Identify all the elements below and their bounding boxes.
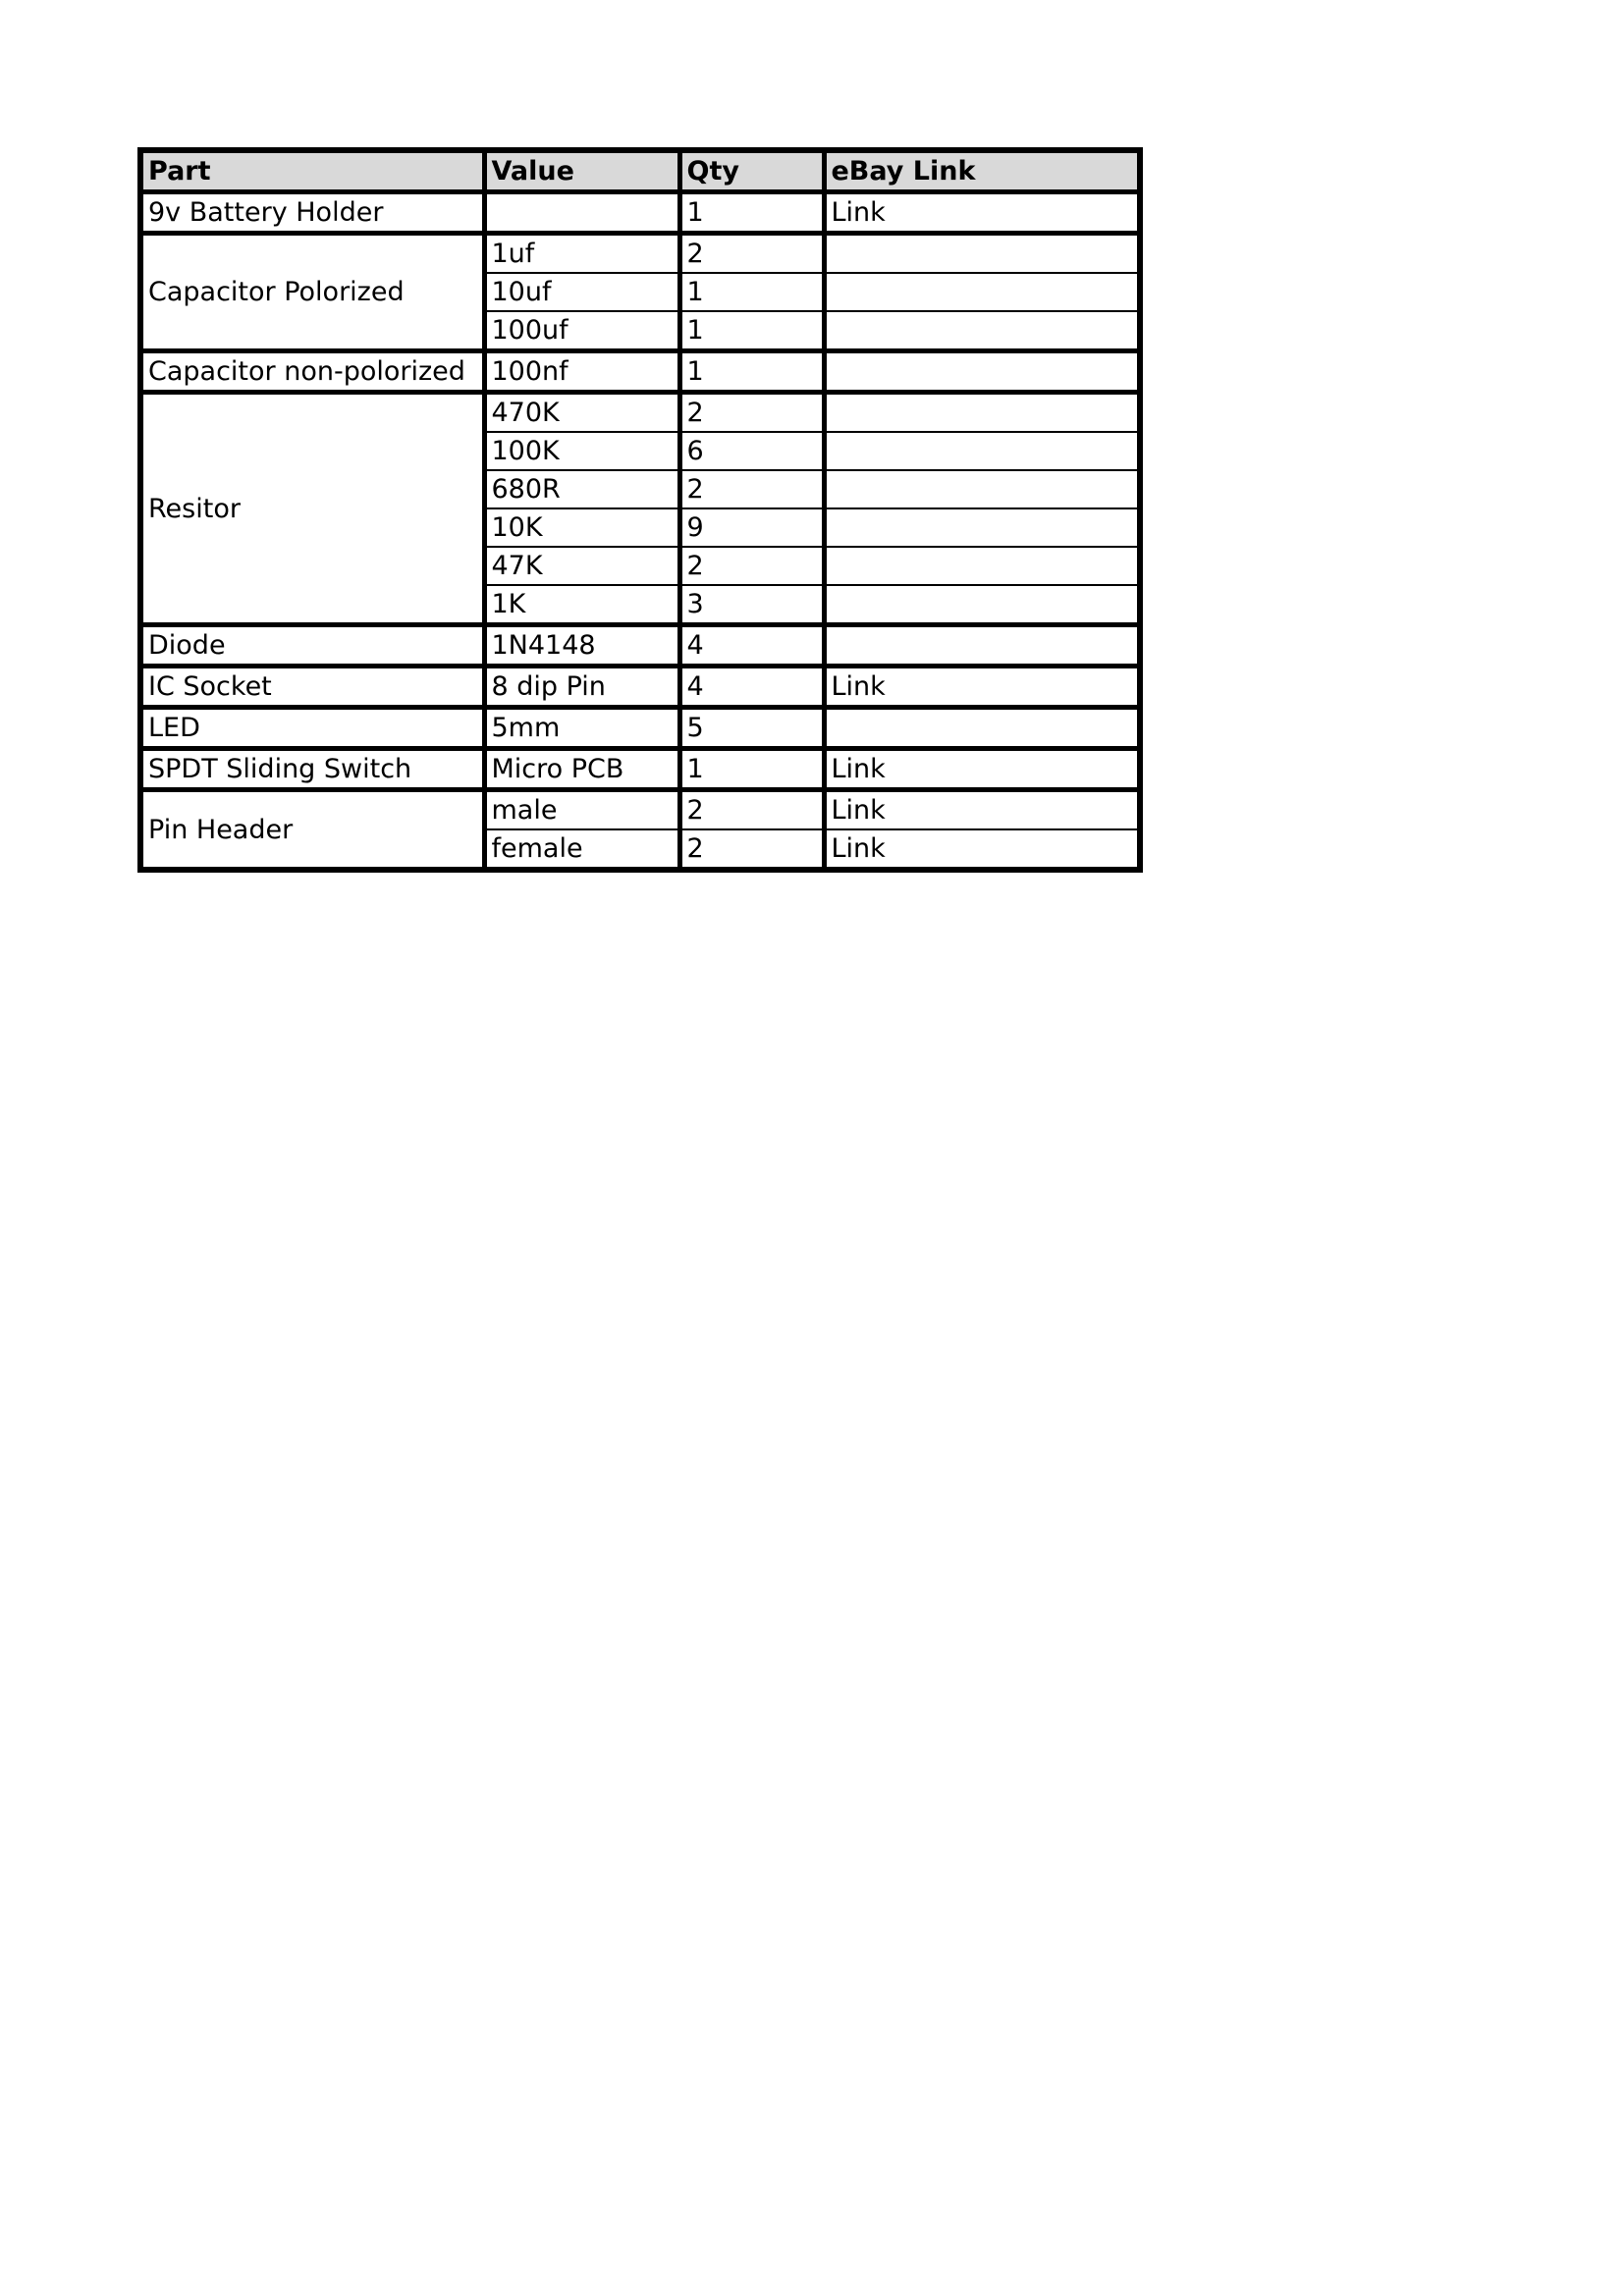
- value-cell: [484, 192, 679, 234]
- ebay-link-cell: [824, 393, 1140, 433]
- qty-cell: 2: [679, 829, 824, 870]
- qty-cell: 2: [679, 790, 824, 830]
- ebay-link-cell: [824, 470, 1140, 508]
- table-row: [140, 351, 1140, 393]
- header-value: Value: [484, 150, 679, 192]
- value-cell: 47K: [484, 547, 679, 585]
- part-name-cell: SPDT Sliding Switch: [140, 749, 484, 790]
- parts-list-table: [137, 147, 1143, 873]
- qty-cell: 4: [679, 667, 824, 708]
- ebay-link-cell: [824, 311, 1140, 351]
- qty-cell: 1: [679, 192, 824, 234]
- value-cell: 100uf: [484, 311, 679, 351]
- value-cell: 100nf: [484, 351, 679, 393]
- ebay-link-cell[interactable]: Link: [824, 667, 1140, 708]
- value-cell: 1K: [484, 585, 679, 625]
- table-row: [140, 790, 1140, 830]
- ebay-link-cell[interactable]: Link: [824, 829, 1140, 870]
- qty-cell: 5: [679, 708, 824, 749]
- part-name-cell: Capacitor non-polorized: [140, 351, 484, 393]
- value-cell: 100K: [484, 432, 679, 470]
- value-cell: Micro PCB: [484, 749, 679, 790]
- table-row: [140, 625, 1140, 667]
- value-cell: male: [484, 790, 679, 830]
- value-cell: 10uf: [484, 273, 679, 311]
- value-cell: 1N4148: [484, 625, 679, 667]
- part-name-cell: Resitor: [140, 393, 484, 625]
- table-row: [140, 393, 1140, 433]
- qty-cell: 2: [679, 393, 824, 433]
- table-row: [140, 667, 1140, 708]
- ebay-link-cell[interactable]: Link: [824, 749, 1140, 790]
- header-part: Part: [140, 150, 484, 192]
- table-body: [140, 192, 1140, 871]
- part-name-cell: Pin Header: [140, 790, 484, 871]
- ebay-link-cell[interactable]: Link: [824, 192, 1140, 234]
- value-cell: 10K: [484, 508, 679, 547]
- ebay-link-cell: [824, 625, 1140, 667]
- value-cell: female: [484, 829, 679, 870]
- part-name-cell: IC Socket: [140, 667, 484, 708]
- qty-cell: 1: [679, 351, 824, 393]
- qty-cell: 1: [679, 273, 824, 311]
- part-name-cell: LED: [140, 708, 484, 749]
- header-qty: Qty: [679, 150, 824, 192]
- value-cell: 8 dip Pin: [484, 667, 679, 708]
- value-cell: 470K: [484, 393, 679, 433]
- header-ebay-link: eBay Link: [824, 150, 1140, 192]
- value-cell: 5mm: [484, 708, 679, 749]
- qty-cell: 1: [679, 749, 824, 790]
- qty-cell: 9: [679, 508, 824, 547]
- ebay-link-cell: [824, 585, 1140, 625]
- ebay-link-cell[interactable]: Link: [824, 790, 1140, 830]
- ebay-link-cell: [824, 351, 1140, 393]
- part-name-cell: 9v Battery Holder: [140, 192, 484, 234]
- table-header-row: [140, 150, 1140, 192]
- part-name-cell: Diode: [140, 625, 484, 667]
- qty-cell: 1: [679, 311, 824, 351]
- table-row: [140, 708, 1140, 749]
- table-row: [140, 749, 1140, 790]
- qty-cell: 2: [679, 234, 824, 274]
- qty-cell: 2: [679, 547, 824, 585]
- qty-cell: 2: [679, 470, 824, 508]
- ebay-link-cell: [824, 508, 1140, 547]
- qty-cell: 3: [679, 585, 824, 625]
- ebay-link-cell: [824, 708, 1140, 749]
- table-row: [140, 192, 1140, 234]
- table-row: [140, 234, 1140, 274]
- ebay-link-cell: [824, 273, 1140, 311]
- qty-cell: 4: [679, 625, 824, 667]
- value-cell: 680R: [484, 470, 679, 508]
- ebay-link-cell: [824, 234, 1140, 274]
- qty-cell: 6: [679, 432, 824, 470]
- value-cell: 1uf: [484, 234, 679, 274]
- ebay-link-cell: [824, 547, 1140, 585]
- part-name-cell: Capacitor Polorized: [140, 234, 484, 351]
- ebay-link-cell: [824, 432, 1140, 470]
